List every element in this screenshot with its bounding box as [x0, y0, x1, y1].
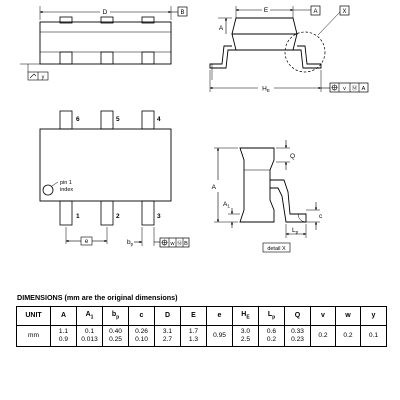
dimension-value: 0.23 [291, 336, 304, 343]
pin-3-label: 3 [157, 213, 161, 220]
dimensions-value-cell [259, 326, 285, 347]
dimensions-value-cell [207, 326, 233, 347]
pin-6-label: 6 [76, 116, 80, 123]
detail-caption: detail X [267, 246, 286, 252]
dimensions-header-cell [155, 307, 181, 326]
header-sub: p [116, 314, 120, 321]
dimension-value: 2.5 [240, 336, 251, 343]
header-sub: E [246, 314, 250, 321]
header-main: H [241, 310, 247, 318]
dimensions-header-row [17, 307, 387, 326]
tolerance-y-label: y [41, 74, 45, 81]
frame-M-b-label: Ⓜ [176, 241, 183, 247]
dim-e-label: e [84, 239, 89, 245]
dimensions-title: DIMENSIONS (mm are the original dimensions) [17, 293, 178, 302]
dimension-value: 0.40 [109, 328, 122, 335]
pin-2-label: 2 [116, 213, 120, 220]
dimensions-header-cell [77, 307, 103, 326]
dimensions-header-cell [103, 307, 129, 326]
dimension-value: 0.013 [81, 336, 98, 343]
dim-E-label: E [263, 7, 269, 14]
header-main: y [371, 312, 376, 319]
dimensions-header-cell [129, 307, 155, 326]
dimensions-header-cell [336, 307, 361, 326]
dimension-value: 0.2 [343, 332, 353, 339]
header-main: v [321, 312, 325, 319]
dimension-value: 3.0 [240, 328, 251, 335]
dimension-value: 0.10 [135, 336, 148, 343]
dimension-value: 1.1 [58, 328, 69, 335]
header-main: A [60, 312, 67, 319]
dimension-value: 0.25 [109, 336, 122, 343]
frame-v-label: v [343, 86, 346, 92]
dimensions-value-cell [155, 326, 181, 347]
dimension-value: 1.7 [188, 328, 199, 335]
dimensions-header-cell [181, 307, 207, 326]
dimensions-value-cell [336, 326, 361, 347]
dim-bp-label: $b_p$ [127, 239, 134, 247]
datum-A-label: A [313, 9, 318, 15]
dimensions-header-cell [207, 307, 233, 326]
dimensions-header-cell [361, 307, 387, 326]
detail-Lp-label: $L_p$ [292, 227, 299, 235]
dimension-value: 0.2 [266, 336, 277, 343]
detail-A1-label: $A_1$ [223, 201, 230, 209]
dimension-value: mm [28, 332, 39, 339]
dimensions-value-cell [129, 326, 155, 347]
dim-HE-label: $H_E$ [262, 85, 270, 93]
top-view [40, 111, 189, 247]
dimension-value: 0.95 [213, 332, 226, 339]
pin-4-label: 4 [157, 116, 161, 123]
detail-Q-label: Q [290, 153, 296, 160]
dimensions-value-cell [361, 326, 387, 347]
pin-1-label: 1 [76, 213, 80, 220]
header-main: b [111, 310, 117, 318]
dimension-value: 0.33 [291, 328, 304, 335]
dimensions-value-cell [233, 326, 259, 347]
header-sub: p [272, 314, 276, 321]
frame-A-label: A [361, 86, 366, 92]
header-main: E [191, 312, 196, 319]
dimension-value: 3.1 [162, 328, 173, 335]
header-main: e [217, 312, 222, 319]
dimensions-value-cell [103, 326, 129, 347]
dimensions-header-cell [17, 307, 51, 326]
header-main: c [139, 312, 144, 319]
frame-B-label: B [184, 241, 188, 247]
dimensions-mm-row [17, 326, 387, 347]
flatness-symbol [30, 74, 36, 78]
position-symbol-cross [332, 85, 338, 91]
dimension-value: 0.1 [84, 328, 95, 335]
dimension-value: 0.9 [58, 336, 69, 343]
dimension-value: 0.6 [266, 328, 277, 335]
dimension-value: 0.2 [318, 332, 328, 339]
end-view [210, 6, 368, 92]
dimension-value: 1.3 [188, 336, 199, 343]
frame-w-label: w [170, 241, 175, 247]
header-sub: 1 [90, 314, 94, 321]
dimensions-value-cell [51, 326, 77, 347]
pin1-index-leader [52, 182, 58, 186]
dim-D-label: D [102, 9, 108, 16]
dimensions-header-cell [233, 307, 259, 326]
dimensions-value-cell [285, 326, 311, 347]
dimensions-header-cell [259, 307, 285, 326]
header-main: L [267, 310, 273, 318]
pin-5-label: 5 [116, 116, 120, 123]
dimensions-value-cell [17, 326, 51, 347]
dimensions-header-cell [285, 307, 311, 326]
pin1-index-label-line1: pin 1 [60, 180, 72, 186]
datum-B-label: B [180, 10, 185, 16]
dimension-value: 0.26 [135, 328, 148, 335]
header-main: UNIT [25, 312, 42, 319]
header-main: Q [294, 312, 301, 319]
dim-A-label-end: A [218, 25, 224, 32]
header-main: A [85, 310, 91, 318]
dimension-value: 0.1 [368, 332, 379, 339]
detail-x-view [211, 140, 320, 252]
dimensions-value-cell [181, 326, 207, 347]
dimensions-header-cell [51, 307, 77, 326]
dimensions-value-cell [311, 326, 336, 347]
dimensions-header-cell [311, 307, 336, 326]
pin1-index-label-line2: index [60, 187, 74, 193]
dimensions-table [16, 306, 387, 347]
position-symbol-b-cross [162, 240, 168, 246]
header-main: w [345, 312, 351, 319]
detail-c-label: c [319, 213, 323, 220]
detail-A-label: A [211, 184, 216, 191]
frame-M-label: Ⓜ [351, 86, 358, 92]
front-elevation-view [20, 6, 178, 80]
detail-X-marker-label: X [342, 9, 347, 15]
dimensions-value-cell [77, 326, 103, 347]
header-main: D [164, 312, 171, 319]
dimension-value: 2.7 [162, 336, 173, 343]
